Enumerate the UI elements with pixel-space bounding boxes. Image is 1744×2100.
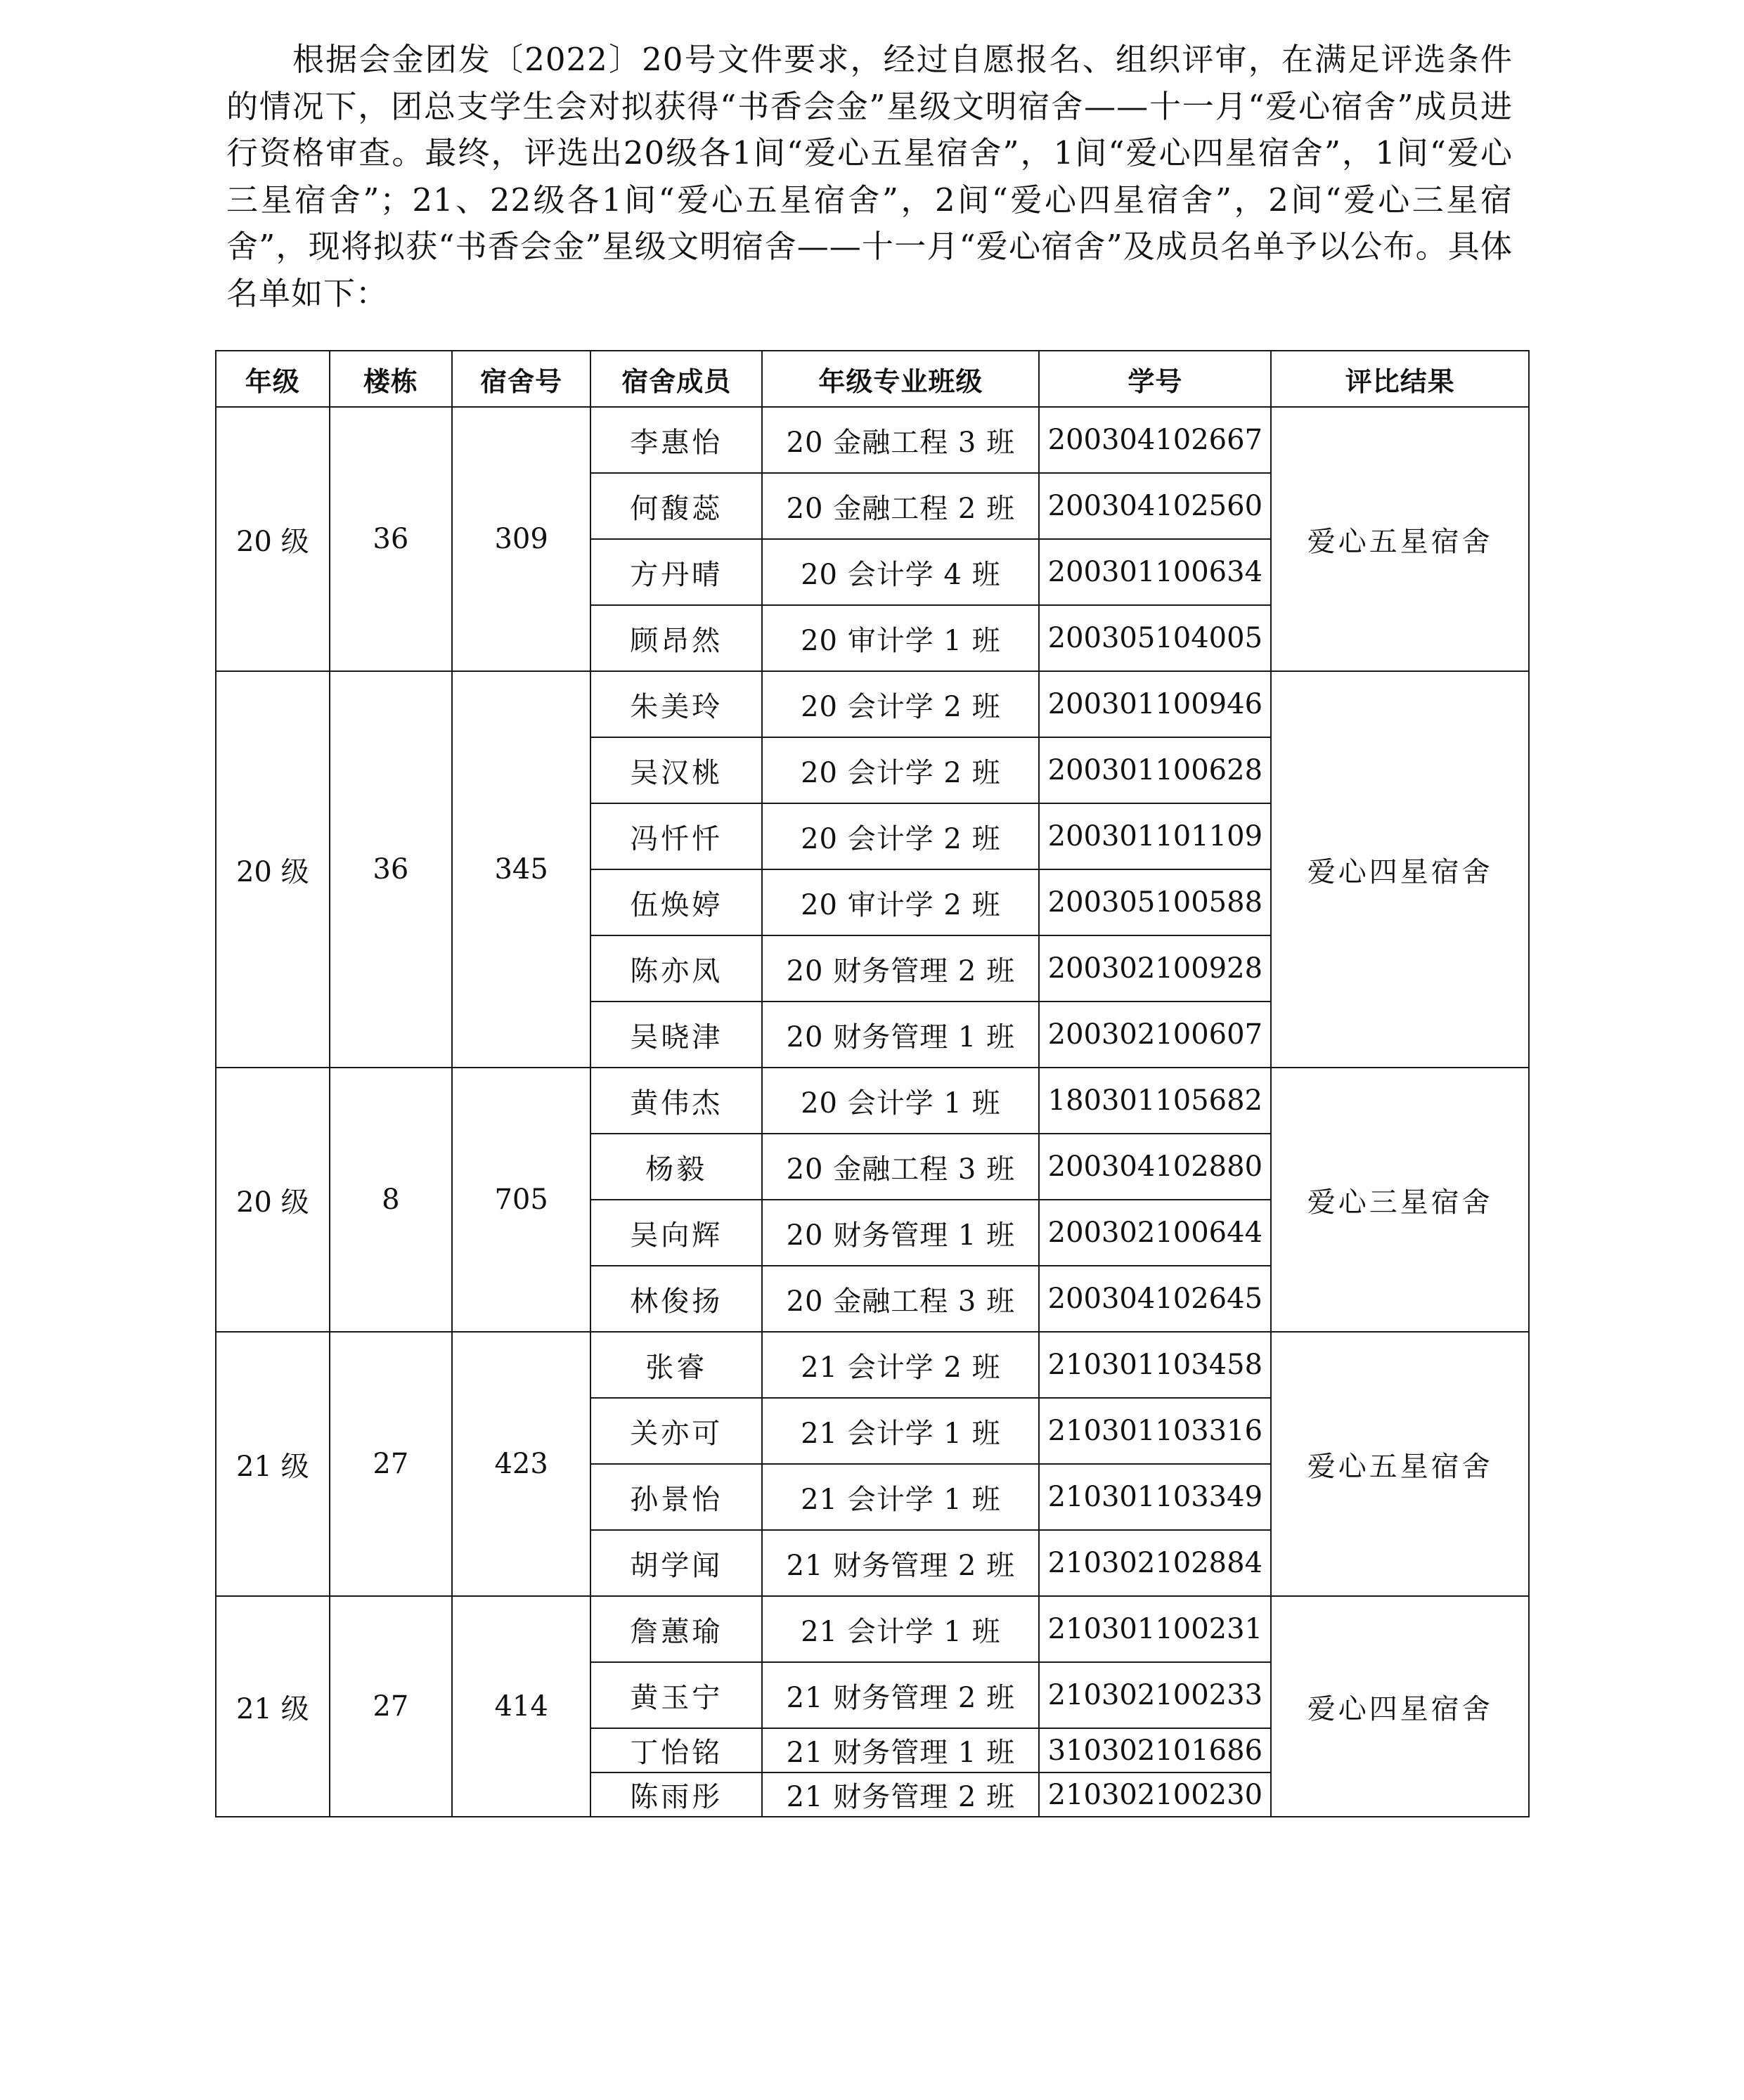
- member-name: 黄玉宁: [590, 1662, 762, 1728]
- member-class: 21 财务管理 1 班: [762, 1728, 1039, 1772]
- member-name: 吴汉桃: [590, 737, 762, 803]
- member-name: 伍焕婷: [590, 869, 762, 935]
- member-student-id: 180301105682: [1039, 1068, 1271, 1134]
- member-class: 20 审计学 1 班: [762, 605, 1039, 671]
- member-student-id: 210301100231: [1039, 1596, 1271, 1662]
- member-class: 20 金融工程 2 班: [762, 473, 1039, 539]
- member-student-id: 200304102667: [1039, 407, 1271, 473]
- grade-cell: 20 级: [216, 1068, 330, 1332]
- member-class: 20 财务管理 2 班: [762, 935, 1039, 1002]
- member-student-id: 310302101686: [1039, 1728, 1271, 1772]
- member-name: 陈亦凤: [590, 935, 762, 1002]
- building-cell: 27: [330, 1596, 453, 1817]
- building-cell: 36: [330, 407, 453, 671]
- member-name: 李惠怡: [590, 407, 762, 473]
- dormitory-roster-table: [215, 350, 1530, 1817]
- header-building: 楼栋: [330, 351, 453, 407]
- member-student-id: 200301100634: [1039, 539, 1271, 605]
- intro-text: [226, 37, 1513, 317]
- member-student-id: 200305100588: [1039, 869, 1271, 935]
- room-cell: 309: [452, 407, 590, 671]
- member-name: 黄伟杰: [590, 1068, 762, 1134]
- member-student-id: 200301100628: [1039, 737, 1271, 803]
- room-cell: 414: [452, 1596, 590, 1817]
- member-class: 20 金融工程 3 班: [762, 1266, 1039, 1332]
- building-cell: 27: [330, 1332, 453, 1596]
- member-name: 关亦可: [590, 1398, 762, 1464]
- header-room: 宿舍号: [452, 351, 590, 407]
- member-class: 21 会计学 2 班: [762, 1332, 1039, 1398]
- member-student-id: 200304102880: [1039, 1134, 1271, 1200]
- member-student-id: 200302100644: [1039, 1200, 1271, 1266]
- member-student-id: 200301100946: [1039, 671, 1271, 737]
- member-name: 孙景怡: [590, 1464, 762, 1530]
- header-class: 年级专业班级: [762, 351, 1039, 407]
- room-cell: 345: [452, 671, 590, 1068]
- building-cell: 36: [330, 671, 453, 1068]
- member-name: 张睿: [590, 1332, 762, 1398]
- member-name: 顾昂然: [590, 605, 762, 671]
- header-member: 宿舍成员: [590, 351, 762, 407]
- member-class: 20 会计学 1 班: [762, 1068, 1039, 1134]
- member-class: 20 财务管理 1 班: [762, 1200, 1039, 1266]
- member-name: 杨毅: [590, 1134, 762, 1200]
- member-student-id: 210302100233: [1039, 1662, 1271, 1728]
- member-class: 21 会计学 1 班: [762, 1596, 1039, 1662]
- member-student-id: 210301103349: [1039, 1464, 1271, 1530]
- member-class: 21 会计学 1 班: [762, 1398, 1039, 1464]
- member-class: 20 会计学 2 班: [762, 671, 1039, 737]
- member-student-id: 200301101109: [1039, 803, 1271, 869]
- intro-paragraph: 根据会金团发〔2022〕20号文件要求，经过自愿报名、组织评审，在满足评选条件的情况下，团总支学生会对拟获得“书香会金”星级文明宿舍——十一月“爱心宿舍”成员进行资格审查。最终，评选出20级各1间“爱心五星宿舍”，1间“爱心四星宿舍”，1间“爱心三星宿舍”；21、22级各1间“爱心五星宿舍”，2间“爱心四星宿舍”，2间“爱心三星宿舍”，现将拟获“书香会金”星级文明宿舍——十一月“爱心宿舍”及成员名单予以公布。具体名单如下：: [226, 41, 1513, 312]
- result-cell: 爱心五星宿舍: [1271, 407, 1529, 671]
- header-grade: 年级: [216, 351, 330, 407]
- result-cell: 爱心五星宿舍: [1271, 1332, 1529, 1596]
- table-row: [216, 1068, 1529, 1134]
- member-class: 20 财务管理 1 班: [762, 1002, 1039, 1068]
- building-cell: 8: [330, 1068, 453, 1332]
- member-class: 20 会计学 4 班: [762, 539, 1039, 605]
- member-name: 詹蕙瑜: [590, 1596, 762, 1662]
- grade-cell: 21 级: [216, 1332, 330, 1596]
- result-cell: 爱心三星宿舍: [1271, 1068, 1529, 1332]
- member-student-id: 210302100230: [1039, 1772, 1271, 1817]
- table-row: [216, 1596, 1529, 1662]
- grade-cell: 21 级: [216, 1596, 330, 1817]
- member-student-id: 200302100607: [1039, 1002, 1271, 1068]
- header-student-id: 学号: [1039, 351, 1271, 407]
- grade-cell: 20 级: [216, 671, 330, 1068]
- table-row: [216, 671, 1529, 737]
- header-result: 评比结果: [1271, 351, 1529, 407]
- room-cell: 423: [452, 1332, 590, 1596]
- member-student-id: 200304102560: [1039, 473, 1271, 539]
- header-row: [216, 351, 1529, 407]
- member-name: 何馥蕊: [590, 473, 762, 539]
- member-name: 丁怡铭: [590, 1728, 762, 1772]
- member-student-id: 210301103458: [1039, 1332, 1271, 1398]
- member-class: 20 会计学 2 班: [762, 803, 1039, 869]
- member-student-id: 210302102884: [1039, 1530, 1271, 1596]
- grade-cell: 20 级: [216, 407, 330, 671]
- table-row: [216, 407, 1529, 473]
- member-class: 20 审计学 2 班: [762, 869, 1039, 935]
- table-row: [216, 1332, 1529, 1398]
- member-name: 方丹晴: [590, 539, 762, 605]
- member-name: 吴向辉: [590, 1200, 762, 1266]
- member-name: 林俊扬: [590, 1266, 762, 1332]
- member-name: 朱美玲: [590, 671, 762, 737]
- result-cell: 爱心四星宿舍: [1271, 671, 1529, 1068]
- member-class: 20 会计学 2 班: [762, 737, 1039, 803]
- result-cell: 爱心四星宿舍: [1271, 1596, 1529, 1817]
- member-class: 20 金融工程 3 班: [762, 1134, 1039, 1200]
- member-class: 21 财务管理 2 班: [762, 1530, 1039, 1596]
- member-student-id: 200302100928: [1039, 935, 1271, 1002]
- member-name: 吴晓津: [590, 1002, 762, 1068]
- room-cell: 705: [452, 1068, 590, 1332]
- member-name: 陈雨彤: [590, 1772, 762, 1817]
- member-student-id: 200305104005: [1039, 605, 1271, 671]
- member-class: 21 会计学 1 班: [762, 1464, 1039, 1530]
- member-name: 胡学闻: [590, 1530, 762, 1596]
- member-student-id: 200304102645: [1039, 1266, 1271, 1332]
- member-name: 冯忏忏: [590, 803, 762, 869]
- member-class: 21 财务管理 2 班: [762, 1662, 1039, 1728]
- member-class: 21 财务管理 2 班: [762, 1772, 1039, 1817]
- member-class: 20 金融工程 3 班: [762, 407, 1039, 473]
- member-student-id: 210301103316: [1039, 1398, 1271, 1464]
